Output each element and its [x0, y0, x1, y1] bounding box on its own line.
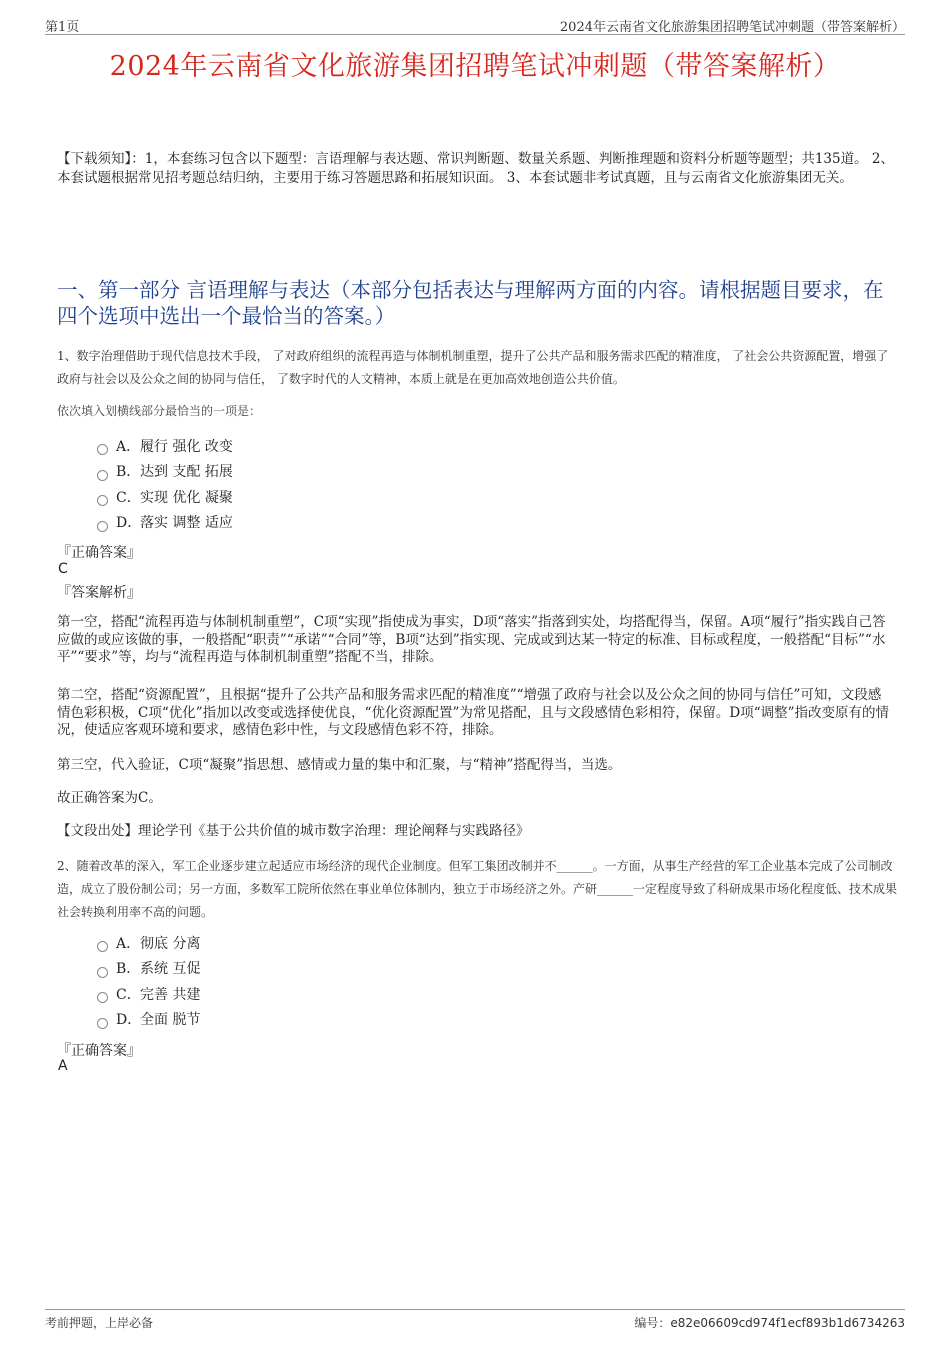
option-letter: B．	[116, 464, 141, 481]
option-letter: A．	[116, 935, 141, 952]
option-letter: C．	[116, 986, 141, 1003]
option-b[interactable]	[97, 459, 233, 485]
correct-answer-label: 『正确答案』	[57, 1043, 141, 1059]
radio-button[interactable]	[97, 967, 108, 978]
document-id: 编号：e82e06609cd974f1ecf893b1d6734263	[634, 1316, 905, 1330]
analysis-conclusion: 故正确答案为C。	[57, 790, 162, 806]
analysis-label: 『答案解析』	[57, 585, 141, 601]
option-letter: D．	[116, 515, 142, 532]
header-doc-title: 2024年云南省文化旅游集团招聘笔试冲刺题（带答案解析）	[559, 20, 905, 35]
option-letter: D．	[116, 1012, 142, 1029]
option-text: 实现 优化 凝聚	[140, 489, 233, 506]
option-text: 履行 强化 改变	[140, 438, 233, 455]
analysis-paragraph-2: 第二空，搭配“资源配置”，且根据“提升了公共产品和服务需求匹配的精准度”“增强了政府与社会以及公众之间的协同与信任”可知，文段感情色彩积极，C项“优化”指加以改变或选择使优良，“优化资源配置”为常见搭配，且与文段感情色彩相符，保留。D项“调整”指改变原有的情况，使适应客观环境和要求，感情色彩中性，与文段感情色彩不符，排除。	[57, 687, 890, 738]
page-footer	[45, 1309, 905, 1332]
option-text: 彻底 分离	[140, 935, 201, 952]
page-title: 2024年云南省文化旅游集团招聘笔试冲刺题（带答案解析）	[109, 51, 841, 82]
radio-button[interactable]	[97, 521, 108, 532]
page-number: 第1页	[45, 20, 80, 35]
correct-answer-value: C	[58, 561, 68, 577]
question-1-text: 1、数字治理借助于现代信息技术手段， 了对政府组织的流程再造与体制机制重塑，提升了公共产品和服务需求匹配的精准度， 了社会公共资源配置，增强了政府与社会以及公众之间的协同与信任， 了数字时代的人文精神，本质上就是在更加高效地创造公共价值。	[57, 349, 889, 386]
option-a[interactable]	[97, 930, 200, 956]
option-letter: A．	[116, 438, 141, 455]
source-citation: 【文段出处】理论学刊《基于公共价值的城市数字治理：理论阐释与实践路径》	[57, 823, 530, 839]
option-letter: B．	[116, 961, 141, 978]
option-text: 落实 调整 适应	[140, 515, 233, 532]
option-a[interactable]	[97, 433, 233, 459]
option-c[interactable]	[97, 981, 200, 1007]
page-header	[45, 14, 905, 35]
option-d[interactable]	[97, 510, 233, 536]
option-letter: C．	[116, 489, 141, 506]
option-b[interactable]	[97, 956, 200, 982]
option-d[interactable]	[97, 1007, 200, 1033]
analysis-paragraph-1: 第一空，搭配“流程再造与体制机制重塑”，C项“实现”指使成为事实，D项“落实”指落到实处，均搭配得当，保留。A项“履行”指实践自己答应做的或应该做的事，一般搭配“职责”“承诺”“合同”等，B项“达到”指实现、完成或到达某一特定的标准、目标或程度，一般搭配“目标”“水平”“要求”等，均与“流程再造与体制机制重塑”搭配不当，排除。	[57, 614, 886, 665]
download-notice: 【下载须知】：1，本套练习包含以下题型：言语理解与表达题、常识判断题、数量关系题、判断推理题和资料分析题等题型；共135道。 2、本套试题根据常见招考题总结归纳，主要用于练习答题思路和拓展知识面。 3、本套试题非考试真题，且与云南省文化旅游集团无关。	[57, 151, 894, 186]
option-c[interactable]	[97, 484, 233, 510]
radio-button[interactable]	[97, 941, 108, 952]
radio-button[interactable]	[97, 470, 108, 481]
question-1-instruction: 依次填入划横线部分最恰当的一项是：	[57, 404, 262, 418]
footer-slogan: 考前押题，上岸必备	[45, 1316, 154, 1330]
option-text: 系统 互促	[140, 961, 201, 978]
question-1-options	[97, 433, 233, 535]
question-2-options	[97, 930, 200, 1032]
radio-button[interactable]	[97, 992, 108, 1003]
correct-answer-value: A	[58, 1058, 68, 1074]
radio-button[interactable]	[97, 1018, 108, 1029]
analysis-paragraph-3: 第三空，代入验证，C项“凝聚”指思想、感情或力量的集中和汇聚，与“精神”搭配得当，当选。	[57, 757, 622, 773]
option-text: 达到 支配 拓展	[140, 464, 233, 481]
section-heading: 一、第一部分 言语理解与表达（本部分包括表达与理解两方面的内容。请根据题目要求，在四个选项中选出一个最恰当的答案。）	[57, 278, 884, 328]
option-text: 全面 脱节	[140, 1012, 201, 1029]
radio-button[interactable]	[97, 495, 108, 506]
radio-button[interactable]	[97, 444, 108, 455]
question-2-text: 2、随着改革的深入，军工企业逐步建立起适应市场经济的现代企业制度。但军工集团改制并不______。一方面，从事生产经营的军工企业基本完成了公司制改造，成立了股份制公司；另一方面，多数军工院所依然在事业单位体制内，独立于市场经济之外。产研______一定程度导致了科研成果市场化程度低、技术成果社会转换利用率不高的问题。	[57, 859, 898, 919]
correct-answer-label: 『正确答案』	[57, 545, 141, 561]
option-text: 完善 共建	[140, 986, 201, 1003]
